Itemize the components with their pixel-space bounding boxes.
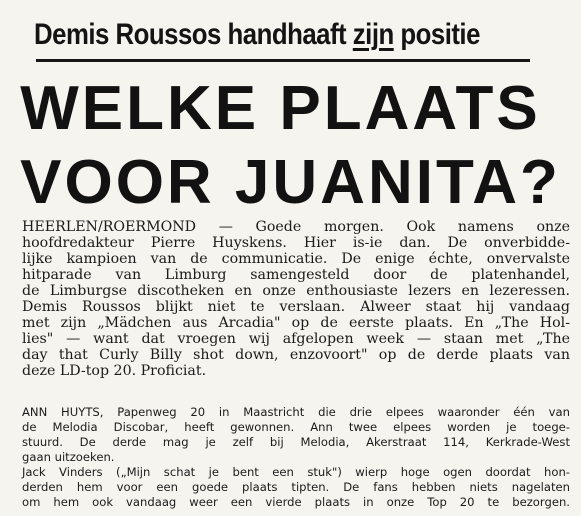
kicker-text-underlined: zijn: [352, 18, 394, 51]
small-line: Jack Vinders („Mijn schat je bent een stuk") wierp hoge ogen doordat hon-: [22, 465, 570, 479]
body-line: de Limburgse discotheken en onze enthousiaste lezers en lezeressen.: [22, 283, 570, 299]
article-kicker: [34, 18, 480, 52]
body-line: Demis Roussos blijkt niet te verslaan. Alweer staat hij vandaag: [22, 299, 570, 315]
kicker-rule: [36, 59, 530, 62]
body-line: hoofdredakteur Pierre Huyskens. Hier is-ie dan. De onverbidde-: [22, 235, 570, 251]
small-line: om hem ook vandaag weer een vierde plaats in onze Top 20 te bezorgen.: [22, 495, 570, 509]
kicker-text-1: Demis Roussos handhaaft: [34, 18, 353, 51]
small-line: de Melodia Discobar, heeft gewonnen. Ann twee elpees worden je toege-: [22, 420, 570, 434]
body-line: lijke kampioen van de communicatie. De enige échte, onvervalste: [22, 251, 570, 267]
small-line: stuurd. De derde mag je zelf bij Melodia, Akerstraat 114, Kerkrade-West: [22, 435, 570, 449]
body-line: day that Curly Billy shot down, enzovoort" op de derde plaats van: [22, 347, 570, 363]
article-body: [22, 219, 570, 379]
body-line: met zijn „Mädchen aus Arcadia" op de eerste plaats. En „The Hol-: [22, 315, 570, 331]
body-line: hitparade van Limburg samengesteld door de platenhandel,: [22, 267, 570, 283]
body-line: lies" — want dat vroegen wij afgelopen week — staan met „The: [22, 331, 570, 347]
headline-line-2: VOOR JUANITA?: [20, 148, 561, 217]
small-line: gaan uitzoeken.: [22, 450, 115, 464]
kicker-text-3: positie: [393, 18, 480, 51]
small-line: derden hem voor een goede plaats tipten. De fans hebben niets nagelaten: [22, 480, 570, 494]
body-line: deze LD-top 20. Proficiat.: [22, 363, 207, 379]
headline-line-1: WELKE PLAATS: [20, 74, 541, 143]
body-line: HEERLEN/ROERMOND — Goede morgen. Ook namens onze: [22, 219, 570, 235]
small-line: ANN HUYTS, Papenweg 20 in Maastricht die drie elpees waaronder één van: [22, 405, 570, 419]
article-smallprint: [22, 405, 570, 510]
